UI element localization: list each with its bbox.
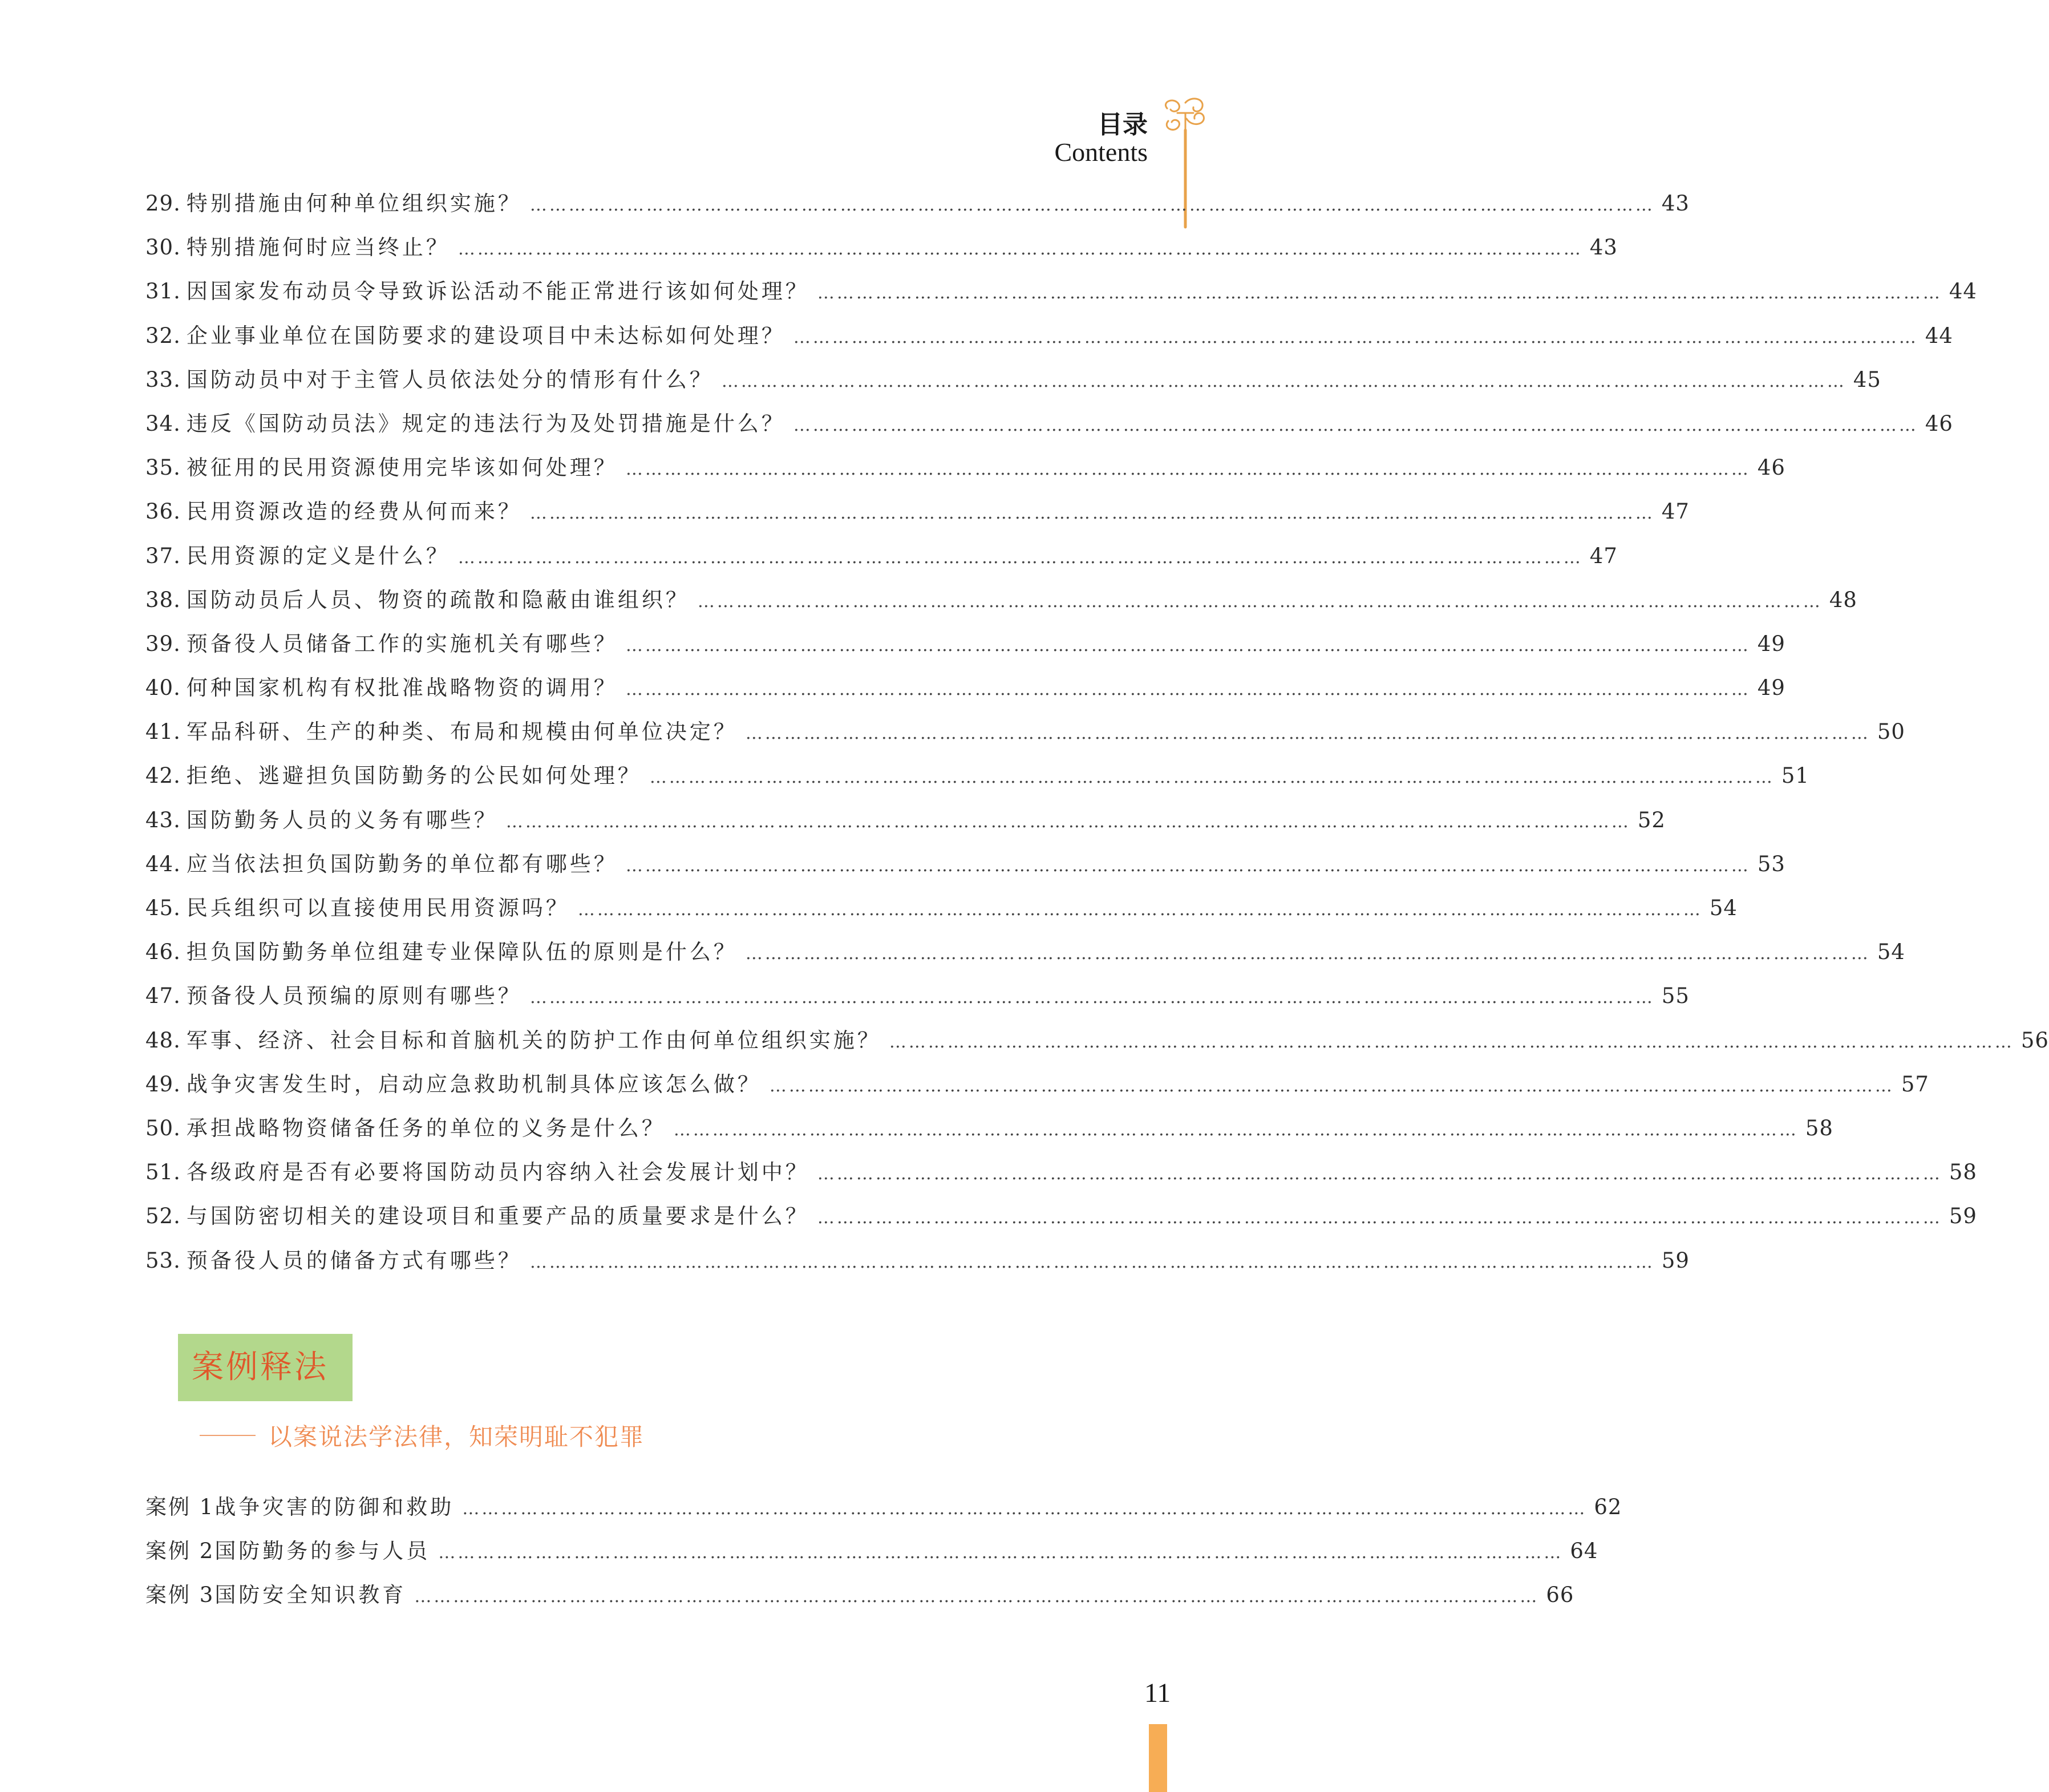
toc-title: 军事、经济、社会目标和首脑机关的防护工作由何单位组织实施？ [186,1028,881,1053]
leader-dots: ………………………………………………………………………………………………………………………………………………………… [414,1587,1540,1607]
leader-dots: ………………………………………………………………………………………………………………………………………………………… [625,459,1751,480]
toc-number: 35. [145,455,181,480]
toc-title: 拒绝、逃避担负国防勤务的公民如何处理？ [186,763,642,788]
toc-title: 何种国家机构有权批准战略物资的调用？ [186,675,618,701]
leader-dots: ………………………………………………………………………………………………………………………………………………………… [793,327,1918,347]
leader-dots: ………………………………………………………………………………………………………………………………………………………… [769,1075,1894,1096]
leader-dots: ………………………………………………………………………………………………………………………………………………………… [457,547,1583,568]
toc-page: 46 [1757,455,1785,480]
toc-page: 50 [1877,719,1905,745]
leader-dots: ………………………………………………………………………………………………………………………………………………………… [697,591,1823,612]
toc-title: 各级政府是否有必要将国防动员内容纳入社会发展计划中？ [186,1160,809,1185]
toc-row [145,402,1953,446]
toc-number: 38. [145,587,181,612]
section-subtitle: 以案说法学法律，知荣明耻不犯罪 [268,1423,645,1451]
toc-number: 50. [145,1115,181,1140]
toc-page: 46 [1925,411,1953,436]
toc-row [145,1062,1929,1106]
toc-page: 54 [1709,896,1738,920]
toc-title: 企业事业单位在国防要求的建设项目中未达标如何处理？ [186,323,785,348]
toc-title: 国防动员后人员、物资的疏散和隐蔽由谁组织？ [186,587,690,612]
leader-dots: ………………………………………………………………………………………………………………………………………………………… [745,944,1870,964]
case-label: 案例 1 [145,1495,215,1519]
toc-page: 43 [1661,191,1690,216]
toc-page: 59 [1661,1248,1690,1273]
toc-row [145,1018,2049,1062]
toc-number: 32. [145,323,181,348]
toc-row [145,358,1881,402]
toc-title: 民兵组织可以直接使用民用资源吗？ [186,896,570,920]
toc-number: 46. [145,940,181,965]
subtitle-dash [200,1435,256,1436]
toc-number: 40. [145,675,181,701]
page-number: 11 [1144,1678,1171,1708]
toc-title: 特别措施由何种单位组织实施？ [186,191,522,216]
leader-dots: ………………………………………………………………………………………………………………………………………………………… [577,900,1703,920]
case-row [145,1485,1622,1529]
toc-row [145,578,1857,622]
toc-title: 与国防密切相关的建设项目和重要产品的质量要求是什么？ [186,1204,809,1229]
toc-page: 55 [1661,984,1690,1009]
case-page: 64 [1570,1539,1598,1564]
case-row [145,1573,1574,1617]
toc-page: 56 [2020,1028,2049,1053]
toc-number: 45. [145,896,181,920]
leader-dots: ………………………………………………………………………………………………………………………………………………………… [817,283,1942,304]
toc-number: 51. [145,1160,181,1185]
toc-title: 国防勤务人员的义务有哪些？ [186,807,498,832]
toc-number: 39. [145,631,181,656]
toc-row [145,1106,1833,1150]
leader-dots: ………………………………………………………………………………………………………………………………………………………… [529,503,1655,524]
header-title: 目录 [1098,110,1148,139]
toc-row [145,754,1809,798]
toc-row [145,710,1905,754]
case-title: 国防安全知识教育 [214,1583,407,1608]
toc-title: 民用资源的定义是什么？ [186,543,450,568]
leader-dots: ………………………………………………………………………………………………………………………………………………………… [817,1208,1942,1228]
toc-row [145,1239,1690,1283]
toc-number: 31. [145,279,181,304]
case-list [145,1485,1622,1617]
toc-number: 33. [145,367,181,392]
toc-row [145,886,1738,930]
toc-number: 34. [145,411,181,436]
toc-number: 48. [145,1028,181,1053]
leader-dots: ………………………………………………………………………………………………………………………………………………………… [889,1031,2014,1052]
toc-page: 49 [1757,631,1785,656]
toc-page: 51 [1781,763,1809,788]
toc-number: 41. [145,719,181,745]
case-label: 案例 2 [145,1539,215,1564]
leader-dots: ………………………………………………………………………………………………………………………………………………………… [438,1543,1564,1563]
toc-title: 预备役人员的储备方式有哪些？ [186,1248,522,1273]
toc-title: 被征用的民用资源使用完毕该如何处理？ [186,455,618,480]
toc-page: 48 [1829,587,1857,612]
leader-dots: ………………………………………………………………………………………………………………………………………………………… [625,635,1751,656]
toc-page: 47 [1661,499,1690,524]
toc-row [145,666,1785,710]
toc-row [145,622,1785,666]
toc-row [145,181,1690,225]
toc-row [145,269,1977,313]
toc-row [145,1150,1977,1194]
toc-page: 47 [1589,543,1618,568]
toc-row [145,314,1953,358]
toc-number: 53. [145,1248,181,1273]
case-label: 案例 3 [145,1583,215,1608]
toc-page: 52 [1637,807,1666,832]
toc-row [145,446,1785,490]
toc-page: 58 [1949,1160,1977,1185]
toc-page: 44 [1925,323,1953,348]
leader-dots: ………………………………………………………………………………………………………………………………………………………… [745,723,1870,744]
toc-title: 国防动员中对于主管人员依法处分的情形有什么？ [186,367,714,392]
toc-number: 43. [145,807,181,832]
toc-title: 承担战略物资储备任务的单位的义务是什么？ [186,1115,666,1140]
toc-page: 58 [1805,1115,1833,1140]
leader-dots: ………………………………………………………………………………………………………………………………………………………… [649,767,1775,788]
leader-dots: ………………………………………………………………………………………………………………………………………………………… [793,415,1918,435]
toc-page: 53 [1757,851,1785,876]
case-page: 62 [1594,1495,1622,1519]
case-title: 国防勤务的参与人员 [214,1539,431,1564]
leader-dots: ………………………………………………………………………………………………………………………………………………………… [462,1499,1588,1519]
toc-row [145,225,1618,269]
leader-dots: ………………………………………………………………………………………………………………………………………………………… [529,195,1655,215]
section-title: 案例释法 [192,1349,329,1386]
toc-list [145,181,2049,1283]
header-subtitle: Contents [1054,137,1148,167]
leader-dots: ………………………………………………………………………………………………………………………………………………………… [529,988,1655,1008]
toc-title: 应当依法担负国防勤务的单位都有哪些？ [186,851,618,876]
toc-number: 36. [145,499,181,524]
case-row [145,1529,1598,1573]
toc-page: 49 [1757,675,1785,701]
toc-title: 军品科研、生产的种类、布局和规模由何单位决定？ [186,719,738,745]
toc-title: 因国家发布动员令导致诉讼活动不能正常进行该如何处理？ [186,279,809,304]
toc-number: 30. [145,235,181,260]
toc-page: 57 [1901,1071,1929,1097]
toc-row [145,1194,1977,1238]
toc-title: 担负国防勤务单位组建专业保障队伍的原则是什么？ [186,940,738,965]
toc-number: 52. [145,1204,181,1229]
toc-number: 47. [145,984,181,1009]
toc-page: 45 [1853,367,1881,392]
accent-bar [1149,1724,1167,1792]
leader-dots: ………………………………………………………………………………………………………………………………………………………… [673,1119,1799,1140]
toc-title: 特别措施何时应当终止？ [186,235,450,260]
toc-title: 违反《国防动员法》规定的违法行为及处罚措施是什么？ [186,411,785,436]
toc-number: 37. [145,543,181,568]
case-page: 66 [1546,1583,1574,1608]
toc-title: 民用资源改造的经费从何而来？ [186,499,522,524]
toc-row [145,534,1618,578]
toc-page: 44 [1949,279,1977,304]
case-title: 战争灾害的防御和救助 [214,1495,455,1519]
toc-number: 42. [145,763,181,788]
toc-number: 29. [145,191,181,216]
toc-page: 59 [1949,1204,1977,1229]
leader-dots: ………………………………………………………………………………………………………………………………………………………… [457,239,1583,260]
toc-row [145,842,1785,886]
toc-page: 43 [1589,235,1618,260]
toc-page: 54 [1877,940,1905,965]
toc-row [145,490,1690,533]
toc-row [145,798,1666,842]
leader-dots: ………………………………………………………………………………………………………………………………………………………… [625,855,1751,876]
toc-title: 预备役人员预编的原则有哪些？ [186,984,522,1009]
leader-dots: ………………………………………………………………………………………………………………………………………………………… [817,1164,1942,1184]
leader-dots: ………………………………………………………………………………………………………………………………………………………… [721,371,1846,391]
leader-dots: ………………………………………………………………………………………………………………………………………………………… [625,679,1751,700]
toc-row [145,974,1690,1018]
toc-number: 44. [145,851,181,876]
toc-row [145,930,1905,974]
toc-number: 49. [145,1071,181,1097]
toc-title: 预备役人员储备工作的实施机关有哪些？ [186,631,618,656]
leader-dots: ………………………………………………………………………………………………………………………………………………………… [529,1252,1655,1272]
toc-title: 战争灾害发生时，启动应急救助机制具体应该怎么做？ [186,1071,762,1097]
leader-dots: ………………………………………………………………………………………………………………………………………………………… [505,811,1631,832]
